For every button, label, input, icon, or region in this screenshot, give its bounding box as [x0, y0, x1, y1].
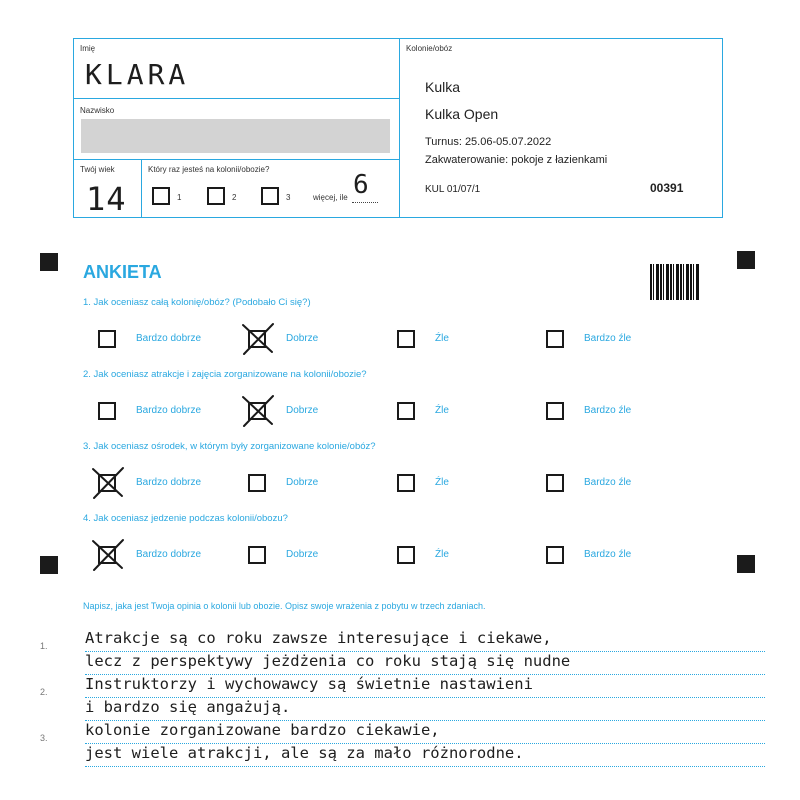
q1-label-very-good: Bardzo dobrze [136, 333, 202, 344]
times-option-1: 1 [177, 193, 182, 202]
registration-mark-top-right [737, 251, 755, 269]
question-2: 2. Jak oceniasz atrakcje i zajęcia zorganizowane na kolonii/obozie? [83, 369, 367, 380]
surname-redacted [81, 119, 390, 153]
q3-label-very-bad: Bardzo źle [584, 477, 632, 488]
opinion-text-2[interactable]: lecz z perspektywy jeżdżenia co roku stają się nudne [85, 652, 571, 670]
survey-title: ANKIETA [83, 262, 162, 282]
q3-checkbox-very-bad[interactable] [546, 474, 564, 492]
question-1: 1. Jak oceniasz całą kolonię/obóz? (Podobało Ci się?) [83, 297, 311, 308]
camp-label: Kolonie/obóz [406, 44, 453, 53]
header-divider-vertical [399, 38, 400, 218]
q2-checkbox-very-good[interactable] [98, 402, 116, 420]
age-value[interactable]: 14 [86, 180, 127, 218]
q1-check-mark-icon [240, 322, 276, 356]
q2-checkbox-bad[interactable] [397, 402, 415, 420]
q3-label-good: Dobrze [286, 477, 319, 488]
question-4: 4. Jak oceniasz jedzenie podczas kolonii/obozu? [83, 513, 288, 524]
q2-label-very-good: Bardzo dobrze [136, 405, 202, 416]
q4-label-very-bad: Bardzo źle [584, 549, 632, 560]
q2-label-bad: Źle [435, 405, 449, 416]
q4-label-good: Dobrze [286, 549, 319, 560]
opinion-text-4[interactable]: i bardzo się angażują. [85, 698, 291, 716]
times-checkbox-3[interactable] [261, 187, 279, 205]
header-divider-age [141, 159, 142, 218]
q1-label-bad: Źle [435, 333, 449, 344]
times-checkbox-1[interactable] [152, 187, 170, 205]
opinion-number-3: 3. [40, 733, 48, 743]
camp-code: KUL 01/07/1 [425, 184, 481, 195]
zakwaterowanie: Zakwaterowanie: pokoje z łazienkami [425, 154, 608, 166]
q3-label-very-good: Bardzo dobrze [136, 477, 202, 488]
q2-label-good: Dobrze [286, 405, 319, 416]
times-checkbox-2[interactable] [207, 187, 225, 205]
registration-mark-top-left [40, 253, 58, 271]
q4-checkbox-very-bad[interactable] [546, 546, 564, 564]
form-number: 00391 [650, 181, 684, 195]
name-value[interactable]: KLARA [85, 58, 190, 91]
q1-label-very-bad: Bardzo źle [584, 333, 632, 344]
q3-label-bad: Źle [435, 477, 449, 488]
camp-name: Kulka [425, 79, 461, 95]
q4-checkbox-good[interactable] [248, 546, 266, 564]
opinion-text-5[interactable]: kolonie zorganizowane bardzo ciekawie, [85, 721, 440, 739]
q2-label-very-bad: Bardzo źle [584, 405, 632, 416]
question-3: 3. Jak oceniasz ośrodek, w którym były zorganizowane kolonie/obóz? [83, 441, 376, 452]
times-option-3: 3 [286, 193, 291, 202]
opinion-line-6 [85, 766, 765, 767]
q4-label-bad: Źle [435, 549, 449, 560]
header-divider-surname [73, 159, 399, 160]
times-more-label: więcej, ile [313, 193, 348, 202]
opinion-text-1[interactable]: Atrakcje są co roku zawsze interesujące i ciekawe, [85, 629, 552, 647]
camp-program: Kulka Open [425, 106, 499, 122]
age-label: Twój wiek [80, 165, 115, 174]
q1-label-good: Dobrze [286, 333, 319, 344]
times-more-value[interactable]: 6 [353, 170, 370, 200]
q2-check-mark-icon [240, 394, 276, 428]
header-divider-name [73, 98, 399, 99]
surname-label: Nazwisko [80, 106, 115, 115]
times-label: Który raz jesteś na kolonii/obozie? [148, 165, 270, 174]
turnus: Turnus: 25.06-05.07.2022 [425, 136, 552, 148]
opinion-number-2: 2. [40, 687, 48, 697]
q1-checkbox-bad[interactable] [397, 330, 415, 348]
registration-mark-bottom-left [40, 556, 58, 574]
registration-mark-bottom-right [737, 555, 755, 573]
times-option-2: 2 [232, 193, 237, 202]
q3-checkbox-good[interactable] [248, 474, 266, 492]
q3-check-mark-icon [90, 466, 126, 500]
opinion-text-6[interactable]: jest wiele atrakcji, ale są za mało różnorodne. [85, 744, 524, 762]
opinion-number-1: 1. [40, 641, 48, 651]
times-more-line [352, 202, 378, 203]
q4-checkbox-bad[interactable] [397, 546, 415, 564]
barcode-icon [650, 264, 700, 300]
q4-check-mark-icon [90, 538, 126, 572]
q1-checkbox-very-good[interactable] [98, 330, 116, 348]
q2-checkbox-very-bad[interactable] [546, 402, 564, 420]
opinion-prompt: Napisz, jaka jest Twoja opinia o kolonii lub obozie. Opisz swoje wrażenia z pobytu w trzech zdaniach. [83, 601, 486, 611]
q3-checkbox-bad[interactable] [397, 474, 415, 492]
name-label: Imię [80, 44, 96, 53]
q1-checkbox-very-bad[interactable] [546, 330, 564, 348]
opinion-text-3[interactable]: Instruktorzy i wychowawcy są świetnie nastawieni [85, 675, 533, 693]
q4-label-very-good: Bardzo dobrze [136, 549, 202, 560]
